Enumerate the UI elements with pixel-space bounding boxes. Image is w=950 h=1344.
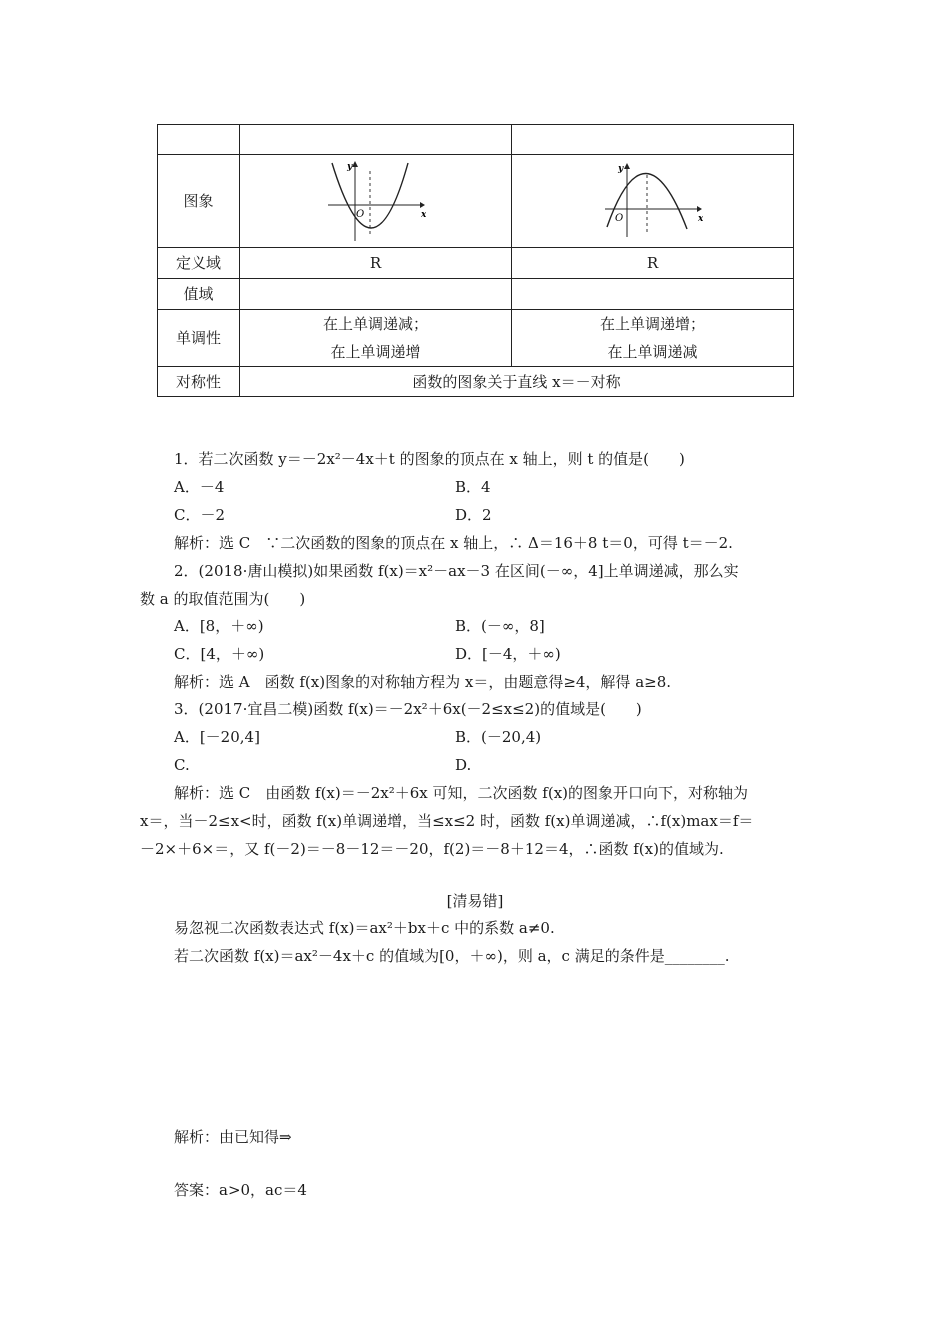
q3-option-a: A．[－20,4]	[174, 728, 260, 746]
y-label: y	[346, 162, 352, 172]
q1-option-d: D．2	[455, 506, 492, 524]
monotonicity-cell-a-negative	[512, 310, 794, 367]
origin-label: O	[355, 209, 364, 220]
range-row-label: 值域	[158, 279, 240, 310]
range-cell-a-negative	[512, 279, 794, 310]
mono-text-line: 在上单调递减	[607, 343, 698, 361]
header-cell-a-positive	[240, 125, 512, 155]
x-label: x	[697, 214, 703, 224]
mono-text-line: 在上单调递增；	[599, 315, 705, 333]
q1-option-b: B．4	[455, 478, 491, 496]
q2-option-b: B．(－∞，8]	[455, 617, 545, 635]
properties-table	[157, 124, 794, 397]
q1-stem: 1．若二次函数 y＝－2x²－4x＋t 的图象的顶点在 x 轴上，则 t 的值是( )	[174, 450, 685, 468]
y-label: y	[617, 164, 623, 174]
q3-option-d: D.	[455, 756, 472, 774]
range-cell-a-positive	[240, 279, 512, 310]
q2-option-d: D．[－4，＋∞)	[455, 645, 561, 663]
x-label: x	[420, 210, 426, 220]
header-label-cell	[158, 125, 240, 155]
q3-option-c: C.	[174, 756, 190, 774]
domain-cell-a-negative: R	[512, 248, 794, 279]
q2-option-a: A．[8，＋∞)	[174, 617, 264, 635]
domain-row-label: 定义域	[158, 248, 240, 279]
pitfall-analysis: 解析：由已知得⇒	[174, 1128, 292, 1146]
image-row-label: 图象	[158, 155, 240, 248]
mono-text-line: 在上单调递减；	[322, 315, 428, 333]
q2-stem-line2: 数 a 的取值范围为( )	[140, 590, 306, 608]
x-axis-arrow-icon	[697, 206, 702, 212]
x-axis-arrow-icon	[420, 202, 425, 208]
q1-analysis: 解析：选 C ∵二次函数的图象的顶点在 x 轴上，∴ Δ＝16＋8 t＝0，可得 t＝－2.	[174, 534, 733, 552]
pitfall-line1: 易忽视二次函数表达式 f(x)＝ax²＋bx＋c 中的系数 a≠0.	[174, 919, 555, 937]
symmetry-row-label: 对称性	[158, 367, 240, 397]
monotonicity-cell-a-positive	[240, 310, 512, 367]
symmetry-cell: 函数的图象关于直线 x＝－对称	[240, 367, 794, 397]
q3-analysis-line3: －2×＋6×＝，又 f(－2)＝－8－12＝－20，f(2)＝－8＋12＝4，∴函数 f(x)的值域为.	[140, 840, 724, 858]
q2-option-c: C．[4，＋∞)	[174, 645, 265, 663]
mono-text-line: 在上单调递增	[330, 343, 421, 361]
header-cell-a-negative	[512, 125, 794, 155]
origin-label: O	[614, 213, 623, 224]
upward-parabola-cell	[240, 155, 512, 248]
y-axis-arrow-icon	[352, 161, 358, 167]
downward-parabola-cell	[512, 155, 794, 248]
q1-option-c: C．－2	[174, 506, 226, 524]
downward-parabola-graph	[603, 159, 703, 243]
domain-cell-a-positive: R	[240, 248, 512, 279]
y-axis-arrow-icon	[624, 163, 630, 169]
monotonicity-row-label: 单调性	[158, 310, 240, 367]
q2-analysis: 解析：选 A 函数 f(x)图象的对称轴方程为 x＝，由题意得≥4，解得 a≥8.	[174, 673, 672, 691]
pitfall-answer: 答案：a>0，ac＝4	[174, 1181, 307, 1199]
upward-parabola-graph	[326, 159, 426, 243]
q3-analysis-line2: x＝，当－2≤x<时，函数 f(x)单调递增，当≤x≤2 时，函数 f(x)单调递减，∴f(x)max＝f＝	[140, 812, 754, 830]
pitfall-line2: 若二次函数 f(x)＝ax²－4x＋c 的值域为[0，＋∞)，则 a，c 满足的条件是________.	[174, 947, 730, 965]
q2-stem-line1: 2．(2018·唐山模拟)如果函数 f(x)＝x²－ax－3 在区间(－∞，4]上单调递减，那么实	[174, 562, 739, 580]
q3-analysis-line1: 解析：选 C 由函数 f(x)＝－2x²＋6x 可知，二次函数 f(x)的图象开口向下，对称轴为	[174, 784, 749, 802]
q1-option-a: A．－4	[174, 478, 225, 496]
pitfall-title: [清易错]	[446, 892, 504, 910]
q3-option-b: B．(－20,4)	[455, 728, 542, 746]
q3-stem: 3．(2017·宜昌二模)函数 f(x)＝－2x²＋6x(－2≤x≤2)的值域是( )	[174, 700, 642, 718]
